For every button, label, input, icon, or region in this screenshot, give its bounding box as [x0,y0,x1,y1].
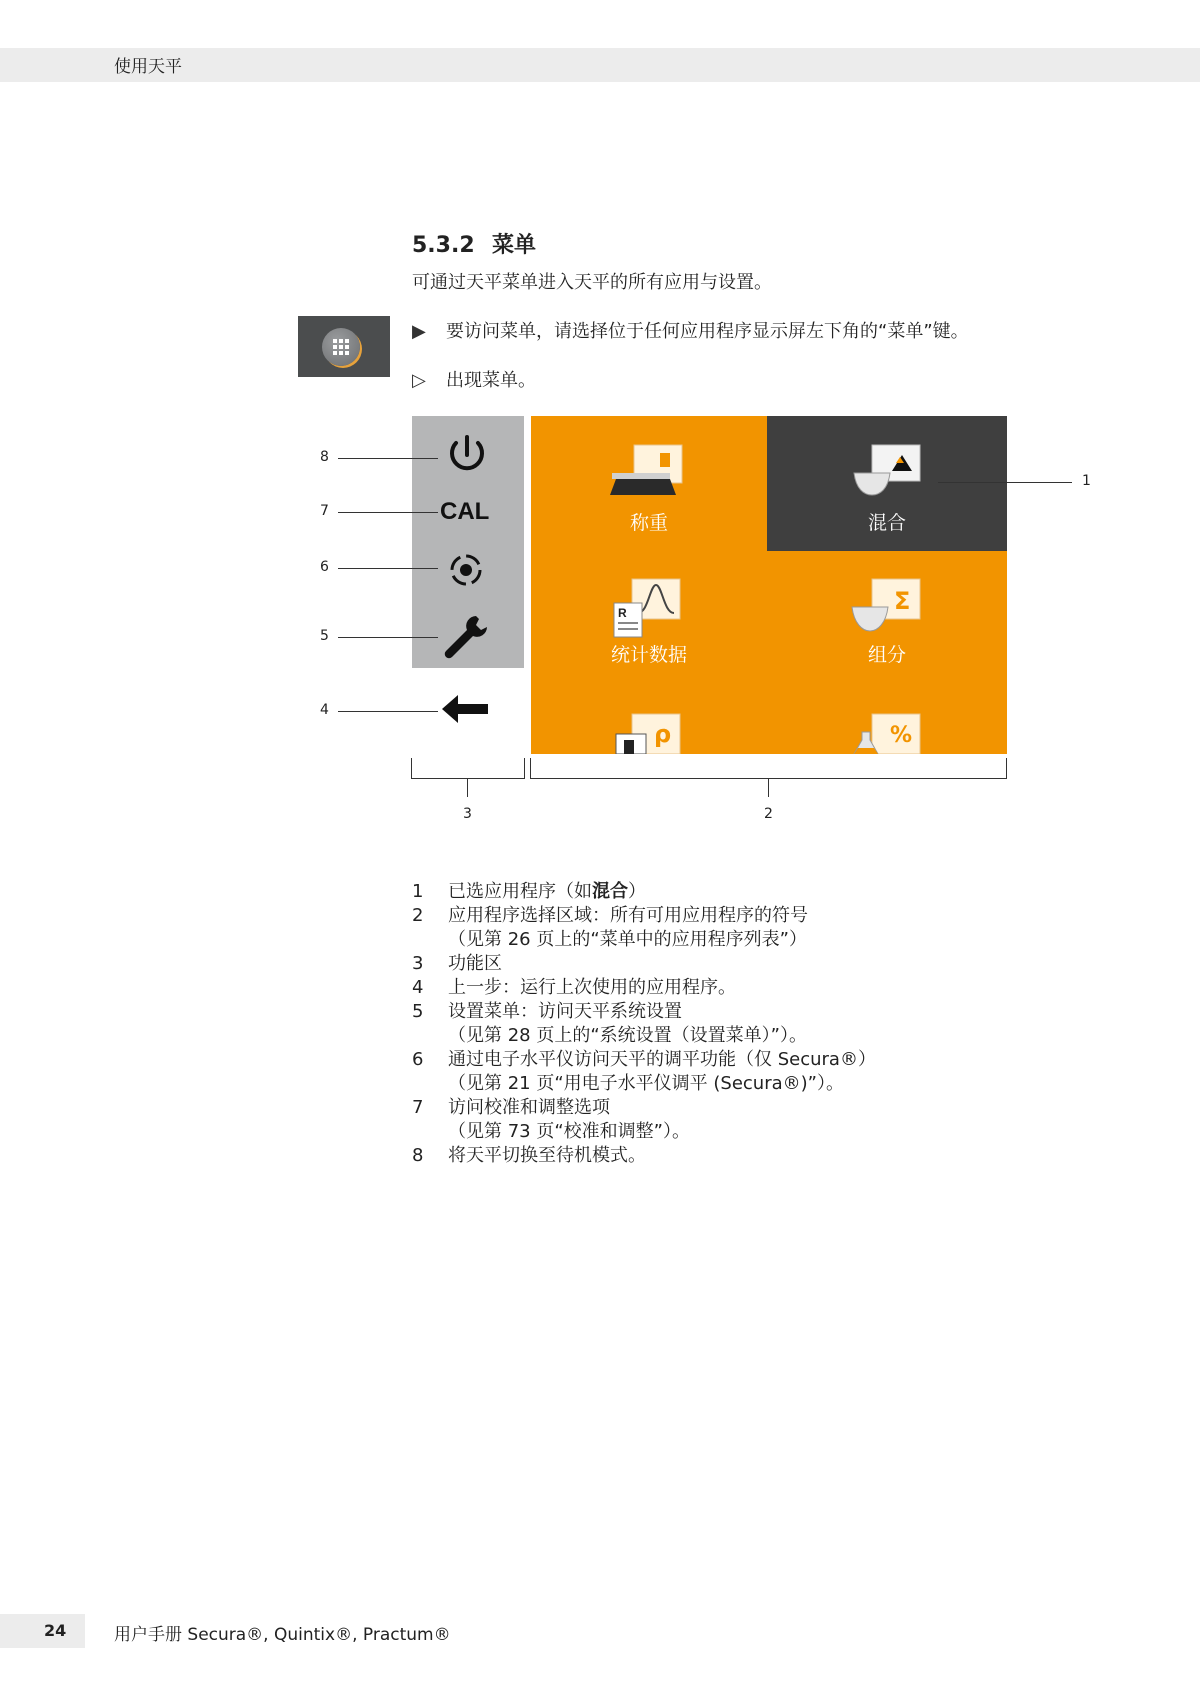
page-number: 24 [44,1621,67,1640]
callout-1: 1 [1082,473,1091,489]
intro-text: 可通过天平菜单进入天平的所有应用与设置。 [412,272,772,293]
legend-num: 7 [412,1097,424,1118]
legend-text: 通过电子水平仪访问天平的调平功能（仅 Secura®） [448,1049,876,1070]
action-marker: ▶ [412,321,426,342]
app-label-statistics[interactable]: 统计数据 [610,644,687,666]
callout-4: 4 [320,702,329,718]
density-icon[interactable] [612,712,684,754]
app-label-components[interactable]: 组分 [867,644,906,666]
app-label-mixing[interactable]: 混合 [867,512,906,534]
back-arrow-icon[interactable] [440,692,490,726]
callout-line-4 [338,711,438,712]
legend-num: 5 [412,1001,424,1022]
callout-6: 6 [320,559,329,575]
legend-text: 设置菜单：访问天平系统设置 [448,1001,682,1022]
legend-num: 3 [412,953,424,974]
legend-text: 访问校准和调整选项 [448,1097,610,1118]
step-result [412,366,536,392]
bracket-tick-3 [467,779,468,797]
section-heading [412,228,536,259]
bracket-app-area [530,758,1007,779]
footer-title: 用户手册 Secura®, Quintix®, Practum® [114,1625,451,1645]
legend-row [412,976,876,1000]
weighing-icon[interactable] [610,443,685,501]
legend-row [412,1024,876,1048]
legend-row [412,1072,876,1096]
app-label-weighing[interactable]: 称重 [629,512,668,534]
svg-text:R: R [618,606,627,620]
cal-button[interactable]: CAL [440,498,490,525]
callout-2: 2 [764,806,773,822]
percent-icon[interactable] [852,712,924,754]
callout-line-5 [338,637,438,638]
menu-key-image [298,316,390,377]
legend-text-part: 已选应用程序（如 [448,881,592,902]
legend-row [412,1144,876,1168]
result-marker: ▷ [412,370,426,391]
statistics-icon[interactable] [612,577,684,639]
legend-text: （见第 21 页“用电子水平仪调平 (Secura®)”）。 [448,1073,844,1094]
components-icon[interactable] [850,577,924,639]
callout-line-8 [338,458,438,459]
callout-5: 5 [320,628,329,644]
legend-text [448,880,646,904]
legend-row [412,880,876,904]
legend-text-bold: 混合 [592,881,628,902]
svg-text:%: % [890,723,913,748]
legend-text: 将天平切换至待机模式。 [448,1145,646,1166]
legend-text-after: ） [628,881,646,902]
legend-row [412,1000,876,1024]
legend-row [412,928,876,952]
step-action-text: 要访问菜单，请选择位于任何应用程序显示屏左下角的“菜单”键。 [446,321,969,342]
section-number: 5.3.2 [412,233,475,258]
power-icon[interactable] [437,433,497,481]
callout-7: 7 [320,503,329,519]
callout-line-6 [338,568,438,569]
legend-text: （见第 26 页上的“菜单中的应用程序列表”） [448,929,807,950]
svg-text:ρ: ρ [654,720,672,748]
callout-8: 8 [320,449,329,465]
legend-num [412,1072,448,1096]
legend-row [412,952,876,976]
callout-line-1 [938,482,1072,483]
level-icon[interactable] [446,552,486,588]
legend-num: 6 [412,1049,424,1070]
legend-num [412,1024,448,1048]
section-title: 菜单 [492,233,537,258]
legend-text: （见第 73 页“校准和调整”）。 [448,1121,690,1142]
menu-grid-icon [322,328,360,366]
legend-num: 4 [412,977,424,998]
step-result-text: 出现菜单。 [446,370,536,391]
footer-page-box [0,1614,85,1648]
callout-line-7 [338,512,438,513]
legend-row [412,904,876,928]
bracket-tick-2 [768,779,769,797]
legend-num: 1 [412,881,424,902]
legend-num [412,928,448,952]
legend-num: 2 [412,905,424,926]
bracket-function-area [411,758,525,779]
legend-text: （见第 28 页上的“系统设置（设置菜单）”）。 [448,1025,807,1046]
svg-text:Σ: Σ [894,587,911,615]
header-title: 使用天平 [114,57,182,77]
legend-row [412,1120,876,1144]
legend-text: 功能区 [448,953,502,974]
callout-3: 3 [463,806,472,822]
legend-num [412,1120,448,1144]
legend-text: 应用程序选择区域：所有可用应用程序的符号 [448,905,808,926]
legend-row [412,1048,876,1072]
legend-row [412,1096,876,1120]
step-action [412,317,969,343]
legend-text: 上一步：运行上次使用的应用程序。 [448,977,736,998]
legend [412,880,876,1168]
legend-num: 8 [412,1145,424,1166]
wrench-icon[interactable] [440,612,490,662]
mixing-icon[interactable] [852,443,924,501]
